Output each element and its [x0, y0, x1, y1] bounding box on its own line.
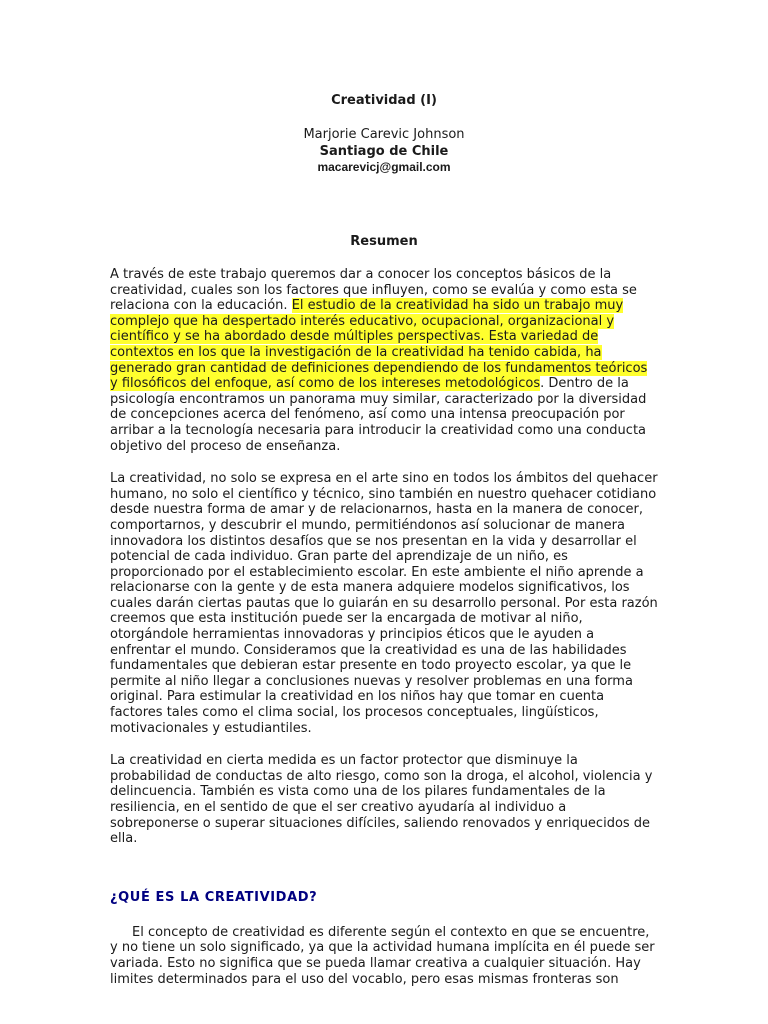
- abstract-paragraph-2: La creatividad, no solo se expresa en el arte sino en todos los ámbitos del quehacer humano, no solo el científico y técnico, sino también en nuestro quehacer cotidiano desde nuestra forma de amar y de relacionarnos, hasta en la manera de conocer, comportarnos, y descubrir el mundo, permitiéndonos así solucionar de manera innovadora los distintos desafíos que se nos presentan en la vida y desarrollar el potencial de cada individuo. Gran parte del aprendizaje de un niño, es proporcionado por el establecimiento escolar. En este ambiente el niño aprende a relacionarse con la gente y de esta manera adquiere modelos significativos, los cuales darán ciertas pautas que lo guiarán en su desarrollo personal. Por esta razón creemos que esta institución puede ser la encargada de motivar al niño, otorgándole herramientas innovadoras y principios éticos que le ayuden a enfrentar el mundo. Consideramos que la creatividad es una de las habilidades fundamentales que debieran estar presente en todo proyecto escolar, ya que le permite al niño llegar a conclusiones nuevas y resolver problemas en una forma original. Para estimular la creatividad en los niños hay que tomar en cuenta factores tales como el clima social, los procesos conceptuales, lingüísticos, motivacionales y estudiantiles.: [110, 471, 658, 736]
- document-page: [110, 92, 658, 987]
- abstract-paragraph-1: [110, 267, 658, 454]
- section-paragraph-1: El concepto de creatividad es diferente según el contexto en que se encuentre, y no tiene un solo significado, ya que la actividad humana implícita en él puede ser variada. Esto no significa que se pueda llamar creativa a cualquier situación. Hay limites determinados para el uso del vocablo, pero esas mismas fronteras son: [110, 924, 655, 987]
- author-city: Santiago de Chile: [319, 144, 449, 159]
- abstract-heading: Resumen: [350, 234, 418, 249]
- author-name: Marjorie Carevic Johnson: [303, 127, 465, 142]
- section-heading: ¿QUÉ ES LA CREATIVIDAD?: [110, 889, 318, 905]
- abstract-p1-text: A través de este trabajo queremos dar a conocer los conceptos básicos de la creatividad, cuales son los factores que influyen, como se evalúa y como esta se relaciona con la educación.: [110, 267, 637, 314]
- abstract-paragraph-3: La creatividad en cierta medida es un factor protector que disminuye la probabilidad de conductas de alto riesgo, como son la droga, el alcohol, violencia y delincuencia. También es vista como una de los pilares fundamentales de la resiliencia, en el sentido de que el ser creativo ayudaría al individuo a sobreponerse o superar situaciones difíciles, saliendo renovados y enriquecidos de ella.: [110, 753, 653, 847]
- highlighted-text: El estudio de la creatividad ha sido un trabajo muy complejo que ha despertado interés educativo, ocupacional, organizacional y científico y se ha abordado desde múltiples perspectivas. Esta variedad de contextos en los que la investigación de la creatividad ha tenido cabida, ha generado gran cantidad de definiciones dependiendo de los fundamentos teóricos y filosóficos del enfoque, así como de los intereses metodológicos: [110, 298, 648, 392]
- author-email: macarevicj@gmail.com: [317, 160, 451, 174]
- document-title: Creatividad (I): [331, 93, 437, 108]
- abstract-p1-text-end: . Dentro de la psicología encontramos un panorama muy similar, caracterizado por la diversidad de concepciones acerca del fenómeno, así como una intensa preocupación por arribar a la tecnología necesaria para introducir la creatividad como una conducta objetivo del proceso de enseñanza.: [110, 376, 647, 454]
